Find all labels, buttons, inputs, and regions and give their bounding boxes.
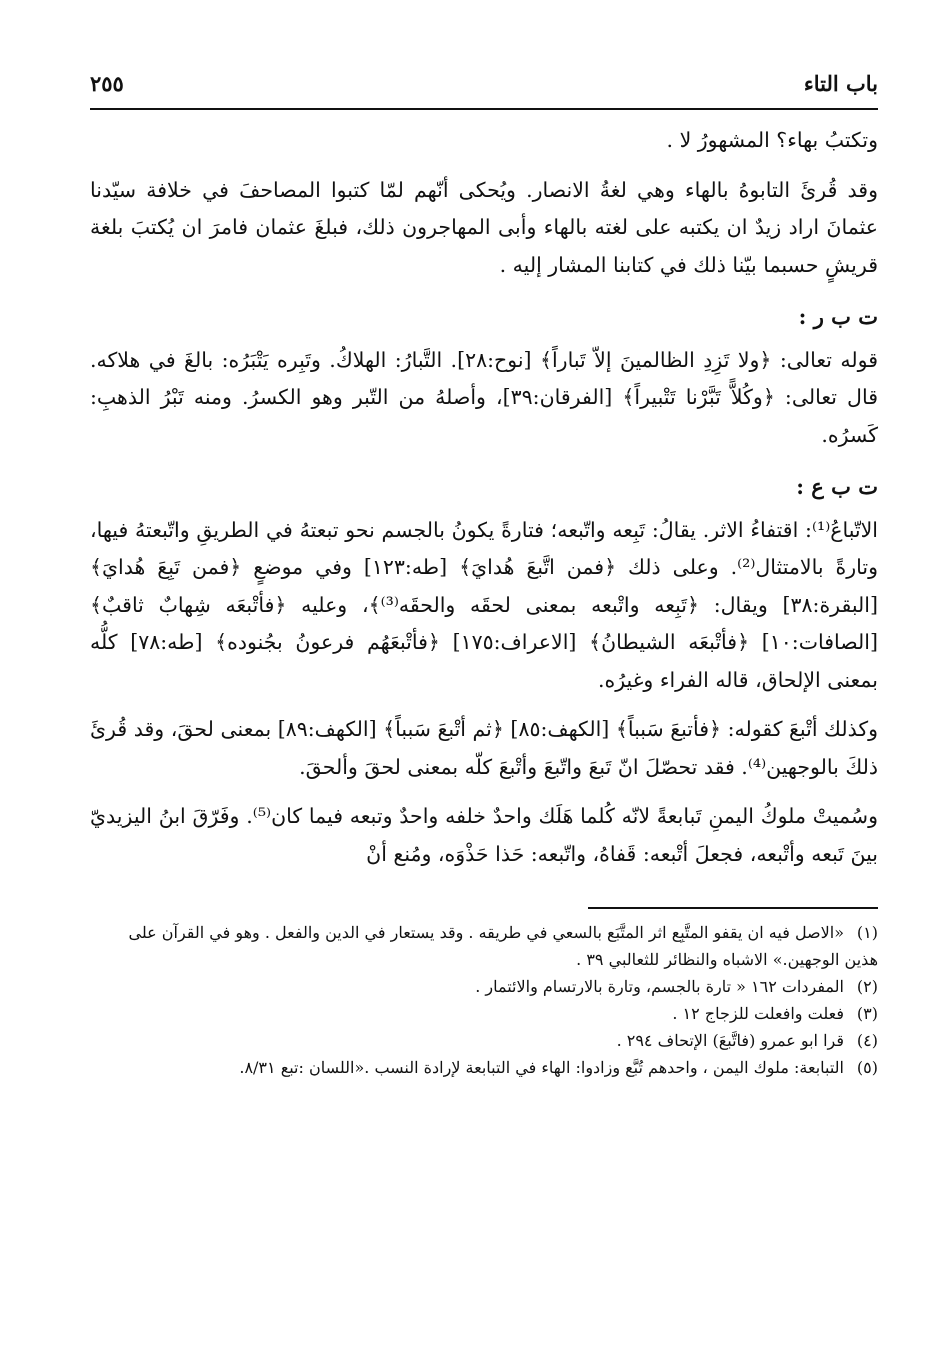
running-head — [90, 58, 878, 110]
entry-heading: ت ب ر : — [798, 304, 878, 329]
footnote — [90, 973, 878, 1000]
footnote-text: فعلت وافعلت للزجاج ١٢ . — [672, 1004, 844, 1023]
footnote-number: (٥) — [856, 1058, 878, 1077]
footnote-number: (٤) — [856, 1031, 878, 1050]
footnote-text: التبابعة: ملوك اليمن ، واحدهم تُبَّع وزادوا: الهاء في التبابعة لإرادة النسب .«اللسان :تبع ٨/٣١. — [239, 1058, 844, 1077]
footnote-text: المفردات ١٦٢ « تارة بالجسم، وتارة بالارتسام والائتمار . — [475, 977, 844, 996]
footnote-number: (١) — [856, 923, 878, 942]
main-text — [90, 122, 878, 873]
footnote-text: قرا ابو عمرو (فاتَّبعَ) الإتحاف ٢٩٤ . — [616, 1031, 844, 1050]
page-number: ٢٥٥ — [90, 70, 124, 96]
paragraph: قوله تعالى: ﴿ولا تَزِدِ الظالمينَ إلاّ تَباراً﴾ [نوح:٢٨]. التَّبارُ: الهلاكُ. وتَبِره يَتْبَرُه: بالغَ في هلاكه. قال تعالى: ﴿وكُلاًّ تَبَّرْنا تَتْبيراً﴾ [الفرقان:٣٩]، وأصلهُ من التّبر وهو الكسرُ. ومنه تَبْرُ الذهبِ: كَسرُه. — [90, 347, 878, 447]
chapter-title: باب التاء — [803, 70, 878, 96]
footnote — [90, 919, 878, 973]
footnote-number: (٣) — [856, 1004, 878, 1023]
entry-heading: ت ب ع : — [796, 474, 878, 499]
footnote-divider — [588, 907, 878, 909]
paragraph: وقد قُرئَ التابوهُ بالهاء وهي لغةُ الانصار. ويُحكى أنّهم لمّا كتبوا المصاحفَ في خلافة سيّدنا عثمانَ اراد زيدٌ ان يكتبه على لغته بالهاء وأبى المهاجرون ذلك، فبلغَ عثمان فامرَ ان يُكتبَ بلغة قريشٍ حسبما بيّنا ذلك في كتابنا المشار إليه . — [90, 177, 878, 277]
footnote-text: «الاصل فيه ان يقفو المتَّبِع اثر المتَّبَع بالسعي في طريقه . وقد يستعار في الدين والفعل . وهو في القرآن على هذين الوجهين.» الاشباه والنظائر للثعالبي ٣٩ . — [128, 923, 878, 969]
paragraph: وسُميتْ ملوكُ اليمنِ تَبابعةً لانّه كُلما هَلَك واحدٌ خلفه واحدٌ وتبعه فيما كان⁽⁵⁾. وفَرّقَ ابنُ اليزيديّ بينَ تَبعه وأتْبعه، فجعلَ أتْبعه: قَفاهُ، واتّبعه: حَذا حَذْوَه، ومُنع أنْ — [90, 804, 878, 866]
book-page — [90, 58, 878, 1316]
footnote — [90, 1054, 878, 1081]
paragraph: وتكتبُ بهاء؟ المشهورُ لا . — [666, 128, 878, 152]
footnote — [90, 1027, 878, 1054]
footnote — [90, 1000, 878, 1027]
paragraph: وكذلك أتْبعَ كقوله: ﴿فأتبعَ سَبباً﴾ [الكهف:٨٥] ﴿ثم أتْبعَ سَبباً﴾ [الكهف:٨٩] بمعنى لحقَ، وقد قُرئَ ذلكَ بالوجهين⁽⁴⁾. فقد تحصّلَ انّ تَبعَ واتّبعَ وأتْبعَ كلّه بمعنى لحقَ وألحقَ. — [90, 717, 879, 779]
paragraph: الاتّباعُ⁽¹⁾: اقتفاءُ الاثر. يقالُ: تَبِعه واتّبعه؛ فتارةً يكونُ بالجسم نحو تبعتهُ في الطريقِ واتّبعتهُ فيها، وتارةً بالامتثال⁽²⁾. وعلى ذلك ﴿فمن اتَّبعَ هُدايَ﴾ [طه:١٢٣] وفي موضعٍ ﴿فمن تَبِعَ هُدايَ﴾ [البقرة:٣٨] ويقال: ﴿تَبِعه واتْبعه بمعنى لحقَه والحقَه⁽³⁾﴾، وعليه ﴿فأتْبعَه شِهابٌ ثاقبٌ﴾ [الصافات:١٠] ﴿فأتْبعَه الشيطانُ﴾ [الاعراف:١٧٥] ﴿فأتْبعَهُم فرعونُ بجُنوده﴾ [طه:٧٨] كلُّه بمعنى الإلحاق، قاله الفراء وغيرُه. — [90, 517, 878, 692]
footnotes — [90, 919, 878, 1081]
footnote-number: (٢) — [856, 977, 878, 996]
